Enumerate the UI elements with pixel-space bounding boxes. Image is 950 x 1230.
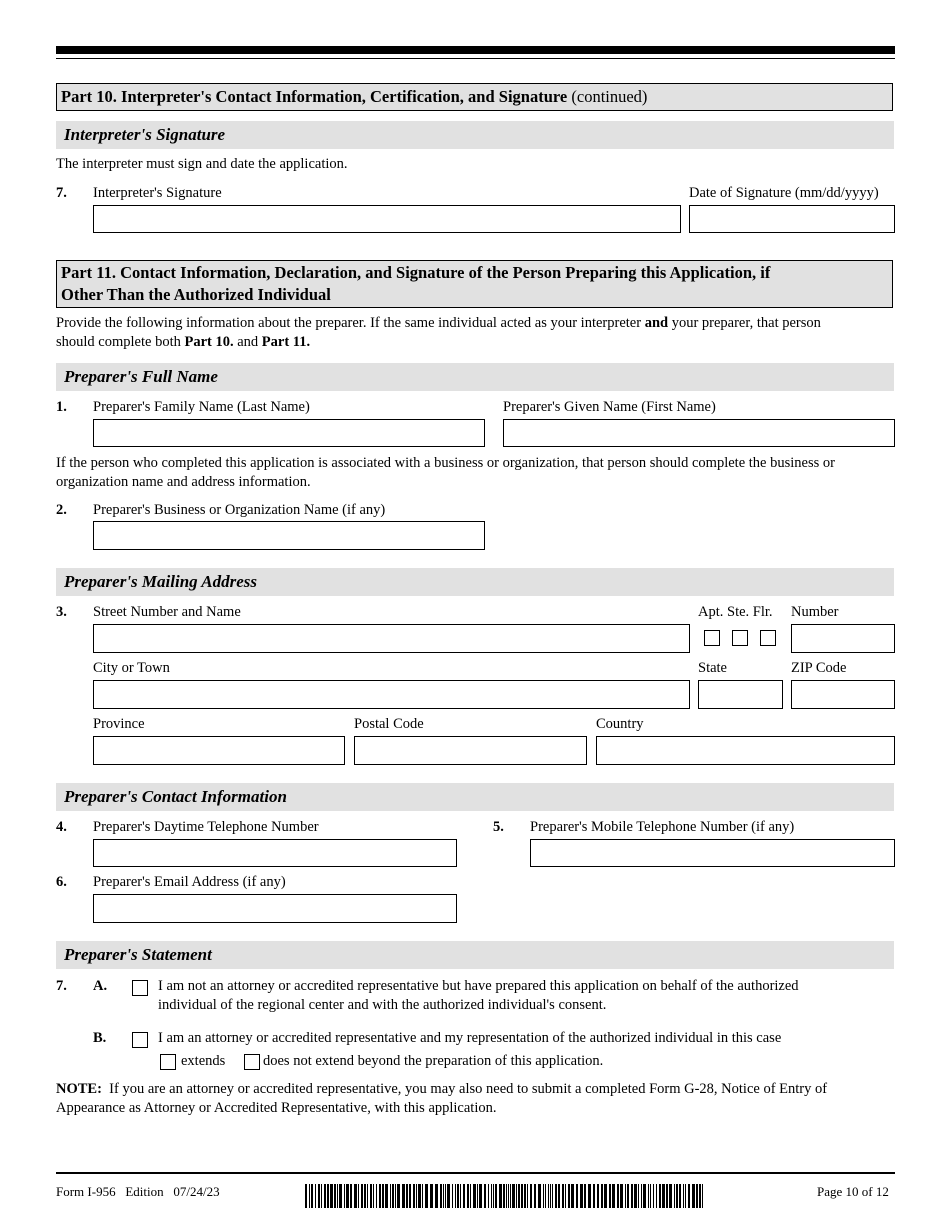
country-label: Country [596,716,644,732]
page-number: Page 10 of 12 [817,1184,889,1199]
option-a-line1: I am not an attorney or accredited representative but have prepared this application on behalf of the authorized [158,978,799,994]
city-field[interactable] [93,680,690,709]
daytime-phone-label: Preparer's Daytime Telephone Number [93,819,319,835]
header-rule-thick [56,46,895,54]
city-label: City or Town [93,660,170,676]
attorney-note [56,1080,901,1118]
part10-continued: (continued) [571,87,648,106]
unit-number-field[interactable] [791,624,895,653]
flr-checkbox[interactable] [760,630,776,646]
intro-text-2: your preparer, that person [668,315,821,331]
intro-text-3: should complete both [56,334,185,350]
family-name-label: Preparer's Family Name (Last Name) [93,399,310,415]
section-preparer-mailing-address: Preparer's Mailing Address [56,568,894,596]
part11-title-line1: Part 11. Contact Information, Declaration, and Signature of the Person Preparing this Application, if [61,263,771,282]
business-name-field[interactable] [93,521,485,550]
section-interpreter-signature: Interpreter's Signature [56,121,894,149]
option-b-checkbox[interactable] [132,1032,148,1048]
given-name-field[interactable] [503,419,895,447]
note-label: NOTE: [56,1081,102,1097]
part10-header [56,83,893,111]
option-b-letter: B. [93,1030,107,1046]
option-a-checkbox[interactable] [132,980,148,996]
apt-checkbox[interactable] [704,630,720,646]
item-6-number: 6. [56,874,67,890]
intro-and: and [644,315,669,331]
item-5-number: 5. [493,819,504,835]
part11-header [56,260,893,308]
country-field[interactable] [596,736,895,765]
province-field[interactable] [93,736,345,765]
interpreter-instruction: The interpreter must sign and date the application. [56,156,348,172]
date-of-signature-field[interactable] [689,205,895,233]
section-preparer-contact: Preparer's Contact Information [56,783,894,811]
part10-title: Part 10. Interpreter's Contact Information, Certification, and Signature [61,87,568,106]
footer-rule [56,1172,895,1174]
intro-part10: Part 10. [184,334,234,350]
date-of-signature-label: Date of Signature (mm/dd/yyyy) [689,185,879,201]
mobile-phone-label: Preparer's Mobile Telephone Number (if any) [530,819,795,835]
item-7-statement-number: 7. [56,978,67,994]
street-label: Street Number and Name [93,604,241,620]
ste-checkbox[interactable] [732,630,748,646]
email-label: Preparer's Email Address (if any) [93,874,286,890]
family-name-field[interactable] [93,419,485,447]
zip-field[interactable] [791,680,895,709]
barcode [305,1184,713,1208]
option-a-letter: A. [93,978,108,994]
daytime-phone-field[interactable] [93,839,457,867]
does-not-extend-checkbox[interactable] [244,1054,260,1070]
note-line2: Appearance as Attorney or Accredited Representative, with this application. [56,1100,497,1116]
part11-title-line2: Other Than the Authorized Individual [61,285,331,304]
postal-code-label: Postal Code [354,716,424,732]
state-label: State [698,660,727,676]
item-2-number: 2. [56,502,67,518]
postal-code-field[interactable] [354,736,587,765]
note-line1: If you are an attorney or accredited representative, you may also need to submit a completed Form G-28, Notice of Entry of [101,1081,828,1097]
item-7-number: 7. [56,185,67,201]
option-a-line2: individual of the regional center and with the authorized individual's consent. [158,997,607,1013]
item-1-number: 1. [56,399,67,415]
province-label: Province [93,716,145,732]
state-field[interactable] [698,680,783,709]
interpreter-signature-label: Interpreter's Signature [93,185,222,201]
apt-ste-flr-label: Apt. Ste. Flr. [698,604,773,620]
email-field[interactable] [93,894,457,923]
section-preparer-statement: Preparer's Statement [56,941,894,969]
part11-intro [56,314,896,352]
zip-label: ZIP Code [791,660,847,676]
mobile-phone-field[interactable] [530,839,895,867]
item-3-number: 3. [56,604,67,620]
extends-checkbox[interactable] [160,1054,176,1070]
street-field[interactable] [93,624,690,653]
business-note-line2: organization name and address information. [56,474,311,490]
given-name-label: Preparer's Given Name (First Name) [503,399,716,415]
intro-text-4: and [233,334,262,350]
item-4-number: 4. [56,819,67,835]
header-rule-thin [56,58,895,59]
intro-part11: Part 11. [261,334,311,350]
option-b-line1: I am an attorney or accredited representative and my representation of the authorized individual in this case [158,1030,782,1046]
number-label: Number [791,604,839,620]
intro-text: Provide the following information about the preparer. If the same individual acted as your interpreter [56,315,645,331]
extends-label: extends [181,1053,226,1069]
business-name-label: Preparer's Business or Organization Name (if any) [93,502,386,518]
section-preparer-full-name: Preparer's Full Name [56,363,894,391]
option-a-text [158,977,898,1015]
interpreter-signature-field[interactable] [93,205,681,233]
does-not-extend-label: does not extend beyond the preparation of this application. [263,1053,604,1069]
business-note [56,454,901,492]
form-edition: Form I-956 Edition 07/24/23 [56,1184,220,1199]
business-note-line1: If the person who completed this application is associated with a business or organization, that person should complete the business or [56,455,835,471]
